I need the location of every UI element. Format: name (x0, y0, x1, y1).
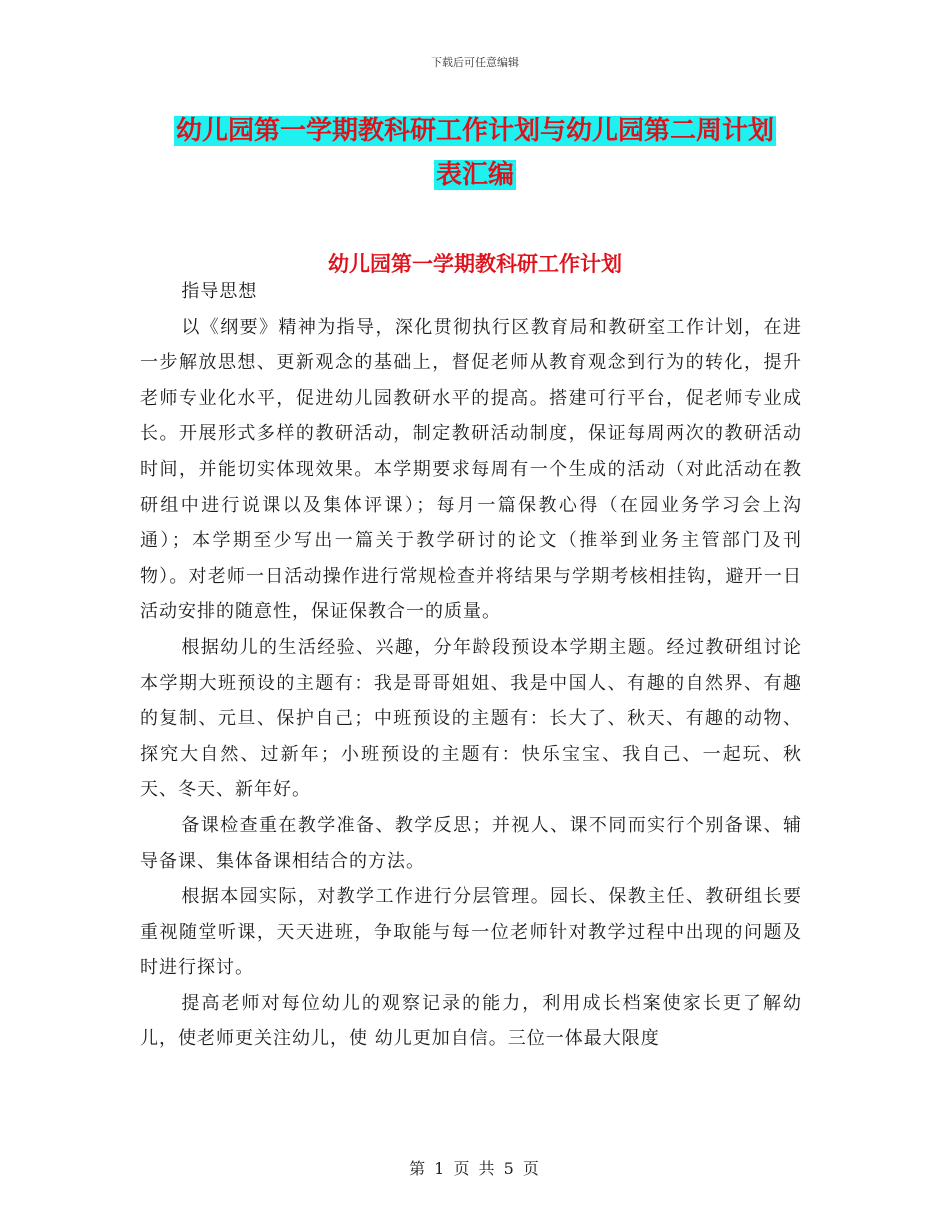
document-title-line-1 (0, 112, 950, 150)
body-text (140, 274, 802, 1057)
paragraph: 根据本园实际，对教学工作进行分层管理。园长、保教主任、教研组长要重视随堂听课，天天进班，争取能与每一位老师针对教学过程中出现的问题及时进行探讨。 (140, 886, 802, 979)
page-footer: 第 1 页 共 5 页 (409, 1159, 541, 1178)
header-note: 下载后可任意编辑 (431, 56, 519, 69)
paragraph: 以《纲要》精神为指导，深化贯彻执行区教育局和教研室工作计划，在进一步解放思想、更新观念的基础上，督促老师从教育观念到行为的转化，提升老师专业化水平，促进幼儿园教研水平的提高。搭建可行平台，促老师专业成长。开展形式多样的教研活动，制定教研活动制度，保证每周两次的教研活动时间，并能切实体现效果。本学期要求每周有一个生成的活动（对此活动在教研组中进行说课以及集体评课）；每月一篇保教心得（在园业务学习会上沟通）；本学期至少写出一篇关于教学研讨的论文（推举到业务主管部门及刊物）。对老师一日活动操作进行常规检查并将结果与学期考核相挂钩，避开一日活动安排的随意性，保证保教合一的质量。 (140, 316, 802, 623)
document-title-text-2: 表汇编 (435, 160, 514, 190)
paragraph: 提高老师对每位幼儿的观察记录的能力，利用成长档案使家长更了解幼儿，使老师更关注幼儿，使 幼儿更加自信。三位一体最大限度 (140, 992, 802, 1050)
section-title: 幼儿园第一学期教科研工作计划 (328, 252, 622, 276)
document-title-line-2 (0, 156, 950, 194)
paragraph: 备课检查重在教学准备、教学反思；并视人、课不同而实行个别备课、辅导备课、集体备课相结合的方法。 (140, 814, 802, 872)
paragraph: 根据幼儿的生活经验、兴趣，分年龄段预设本学期主题。经过教研组讨论本学期大班预设的主题有：我是哥哥姐姐、我是中国人、有趣的自然界、有趣的复制、元旦、保护自己；中班预设的主题有：长大了、秋天、有趣的动物、探究大自然、过新年；小班预设的主题有：快乐宝宝、我自己、一起玩、秋天、冬天、新年好。 (140, 636, 802, 801)
document-title-text-1: 幼儿园第一学期教科研工作计划与幼儿园第二周计划 (175, 116, 774, 146)
paragraph-subheading: 指导思想 (181, 281, 258, 302)
